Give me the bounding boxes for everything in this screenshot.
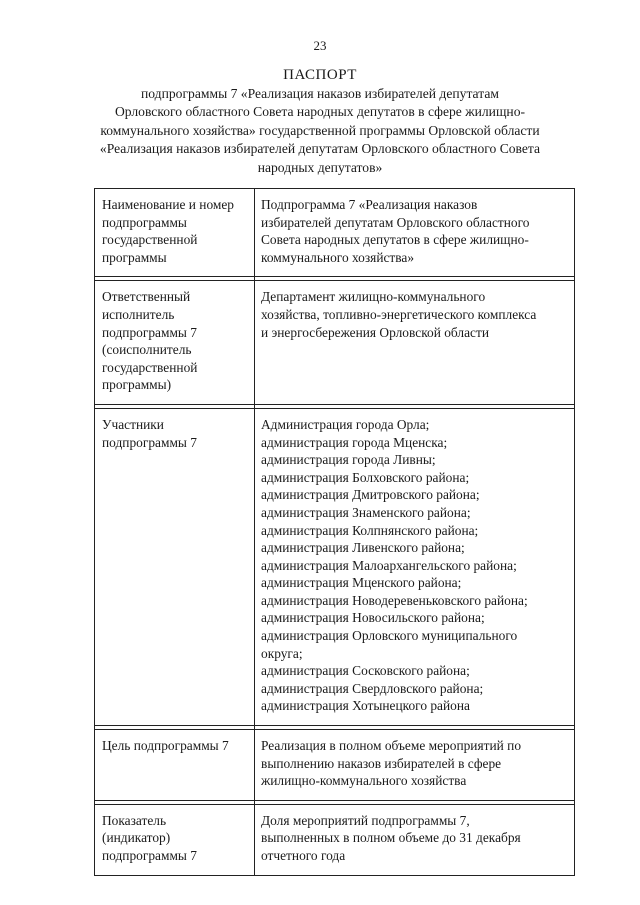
row-value-line: администрация Колпнянского района; [261,522,479,538]
row-label-line: программы) [102,377,172,393]
row-label-line: (соисполнитель [102,342,192,358]
row-value-line: избирателей депутатам Орловского областного [261,214,530,230]
table-row [95,189,575,277]
row-value-line: администрация Ливенского района; [261,540,465,556]
document-title: ПАСПОРТ [283,67,357,83]
row-value-line: Доля мероприятий подпрограммы 7, [261,812,470,828]
row-value-line: выполнению наказов избирателей в сфере [261,755,502,771]
subtitle-line: коммунального хозяйства» государственной программы Орловской области [100,122,540,138]
row-label-line: Ответственный [102,289,191,305]
row-label-line: Участники [102,416,164,432]
row-value-line: администрация Дмитровского района; [261,487,480,503]
page-number: 23 [313,38,327,53]
table-row [95,408,575,725]
row-value-line: администрация Болховского района; [261,469,470,485]
row-value-cell [255,804,575,875]
table-row [95,281,575,405]
row-value-line: коммунального хозяйства» [261,249,415,265]
row-value-line: администрация Сосковского района; [261,663,470,679]
row-value-cell [255,281,575,405]
row-label-line: подпрограммы [102,214,187,230]
row-value-line: администрация Новодеревеньковского района; [261,592,528,608]
row-value-line: Совета народных депутатов в сфере жилищно- [261,232,529,248]
row-label-line: Показатель [102,812,167,828]
subtitle-line: народных депутатов» [257,159,383,175]
row-label-line: подпрограммы 7 [102,848,197,863]
passport-table [94,188,575,876]
row-value-line: округа; [261,645,303,661]
row-label-cell [95,730,255,801]
row-value-line: администрация Новосильского района; [261,610,485,626]
row-value-cell [255,408,575,725]
row-value-line: администрация города Мценска; [261,434,448,450]
row-label-line: исполнитель [102,306,175,322]
subtitle-line: подпрограммы 7 «Реализация наказов избирателей депутатам [141,85,499,101]
row-value-line: администрация Орловского муниципального [261,628,518,644]
row-value-line: администрация города Ливны; [261,452,436,468]
row-label-line: подпрограммы 7 [102,324,197,340]
row-label-line: программы [102,249,167,265]
row-value-line: администрация Малоархангельского района; [261,557,517,573]
document-subtitle [80,85,560,178]
row-value-cell [255,730,575,801]
passport-table-body [95,189,575,876]
row-value-line: хозяйства, топливно-энергетического комплекса [261,306,537,322]
subtitle-line: Орловского областного Совета народных депутатов в сфере жилищно- [114,104,526,119]
row-label-line: государственной [102,232,198,248]
row-label-cell [95,281,255,405]
row-value-line: администрация Мценского района; [261,575,462,591]
row-value-line: и энергосбережения Орловской области [261,324,489,340]
row-value-line: Администрация города Орла; [261,416,430,432]
row-label-line: (индикатор) [102,830,171,846]
subtitle-line: «Реализация наказов избирателей депутатам Орловского областного Совета [99,141,541,156]
row-value-line: администрация Свердловского района; [261,680,484,696]
row-value-line: Департамент жилищно-коммунального [261,289,486,305]
row-value-line: администрация Хотынецкого района [261,698,470,714]
row-value-line: Подпрограмма 7 «Реализация наказов [261,197,478,212]
table-row [95,804,575,875]
row-value-line: выполненных в полном объеме до 31 декабря [261,830,521,846]
row-value-line: администрация Знаменского района; [261,504,471,520]
row-value-line: жилищно-коммунального хозяйства [261,773,467,789]
row-label-line: подпрограммы 7 [102,434,197,450]
row-label-cell [95,408,255,725]
row-label-line: Цель подпрограммы 7 [102,738,229,754]
row-value-line: Реализация в полном объеме мероприятий по [261,738,522,754]
row-label-cell [95,189,255,277]
row-label-line: государственной [102,359,198,375]
row-label-line: Наименование и номер [102,197,235,212]
row-label-cell [95,804,255,875]
row-value-cell [255,189,575,277]
row-value-line: отчетного года [261,848,346,863]
document-heading [80,66,560,177]
table-row [95,730,575,801]
